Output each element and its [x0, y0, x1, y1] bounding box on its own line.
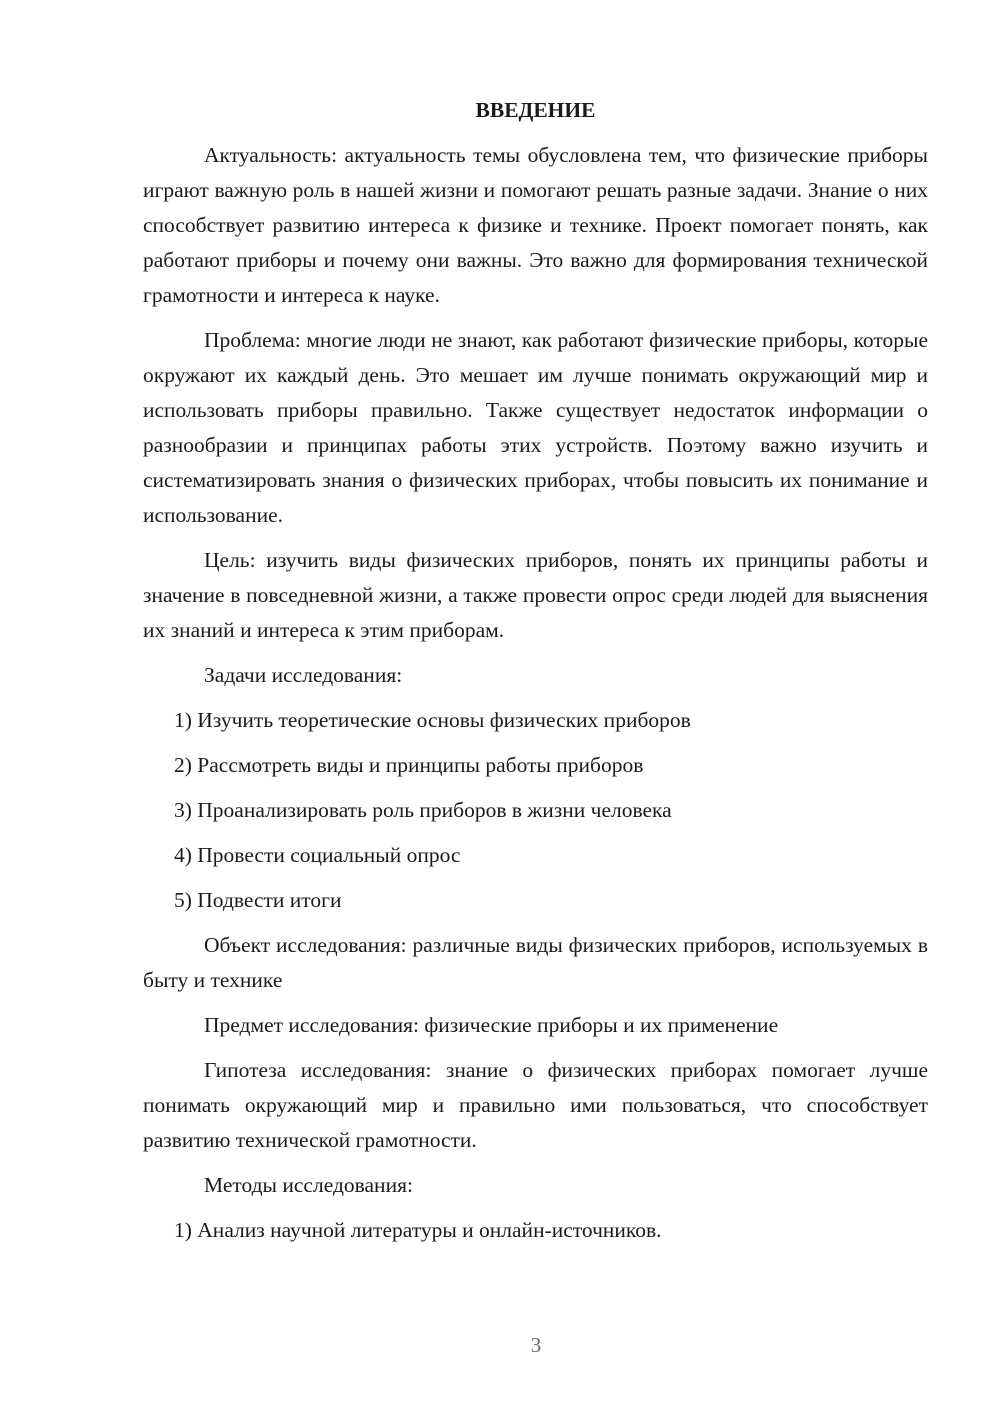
- page-number: 3: [530, 1333, 542, 1357]
- problem-paragraph: Проблема: многие люди не знают, как работают физические приборы, которые окружают их каждый день. Это мешает им лучше понимать окружающий мир и использовать приборы правильно. Также существует недостаток информации о разнообразии и принципах работы этих устройств. Поэтому важно изучить и систематизировать знания о физических приборах, чтобы повысить их понимание и использование.: [143, 328, 928, 527]
- methods-list: [143, 1213, 928, 1248]
- subject-paragraph: Предмет исследования: физические приборы и их применение: [204, 1013, 779, 1037]
- list-item: 1) Анализ научной литературы и онлайн-источников.: [174, 1218, 662, 1242]
- list-item: 4) Провести социальный опрос: [174, 843, 461, 867]
- list-item: 1) Изучить теоретические основы физических приборов: [174, 708, 691, 732]
- list-item: 3) Проанализировать роль приборов в жизни человека: [174, 798, 672, 822]
- list-item: 2) Рассмотреть виды и принципы работы приборов: [174, 753, 644, 777]
- tasks-heading: Задачи исследования:: [204, 663, 403, 687]
- hypothesis-paragraph: Гипотеза исследования: знание о физических приборах помогает лучше понимать окружающий мир и правильно ими пользоваться, что способствует развитию технической грамотности.: [143, 1058, 928, 1152]
- list-item: 5) Подвести итоги: [174, 888, 342, 912]
- object-paragraph: Объект исследования: различные виды физических приборов, используемых в быту и технике: [143, 933, 928, 992]
- tasks-list: [143, 703, 928, 918]
- goal-paragraph: Цель: изучить виды физических приборов, понять их принципы работы и значение в повседневной жизни, а также провести опрос среди людей для выяснения их знаний и интереса к этим приборам.: [143, 548, 928, 642]
- page-title: ВВЕДЕНИЕ: [475, 98, 596, 122]
- relevance-paragraph: Актуальность: актуальность темы обусловлена тем, что физические приборы играют важную роль в нашей жизни и помогают решать разные задачи. Знание о них способствует развитию интереса к физике и технике. Проект помогает понять, как работают приборы и почему они важны. Это важно для формирования технической грамотности и интереса к науке.: [143, 143, 928, 307]
- methods-heading: Методы исследования:: [204, 1173, 413, 1197]
- document-page: [143, 93, 928, 1258]
